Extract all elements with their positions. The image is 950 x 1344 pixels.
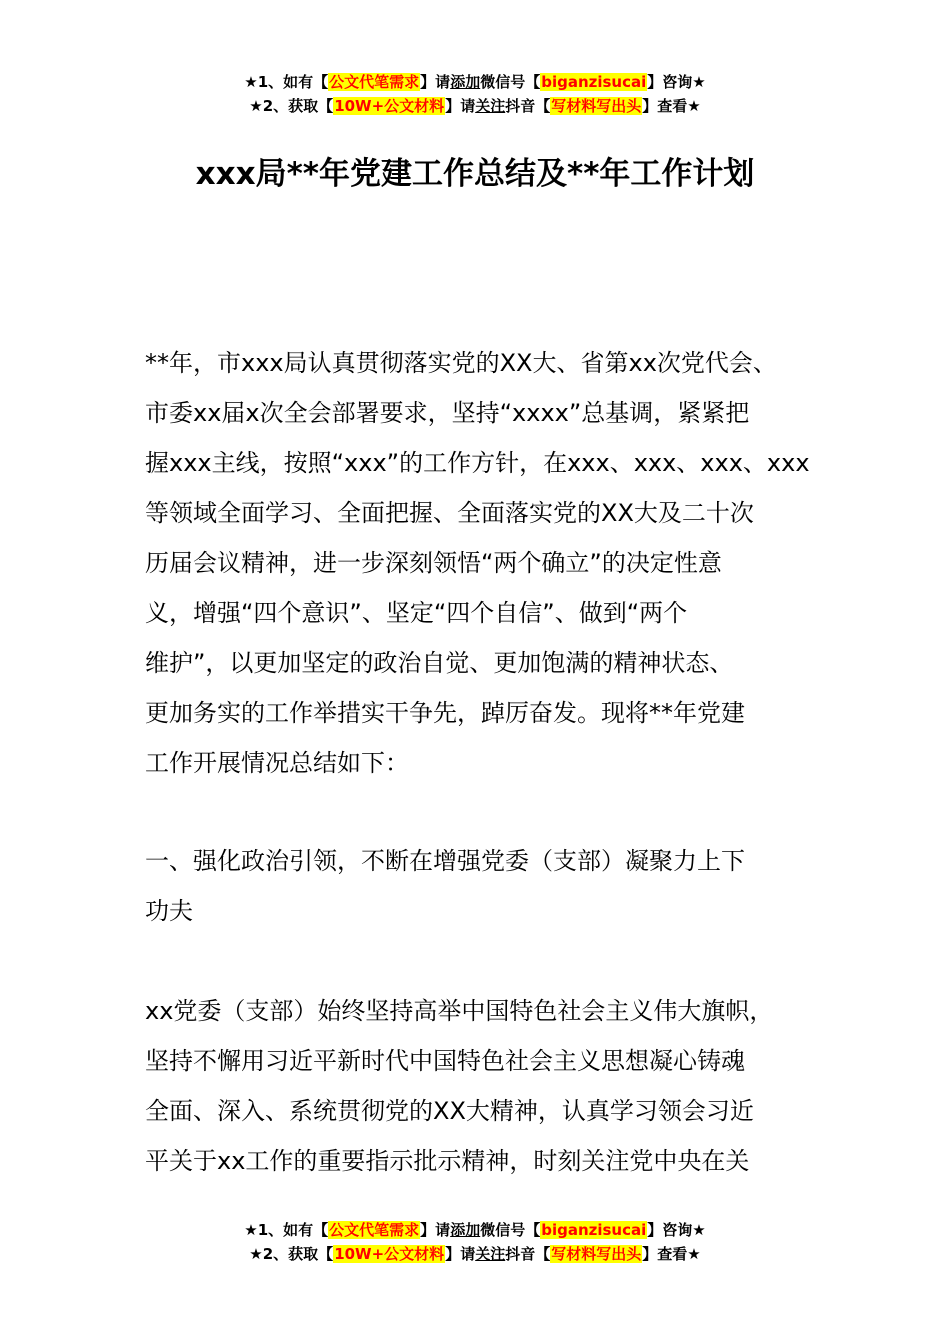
heading-line: 一、强化政治引领，不断在增强党委（支部）凝聚力上下 [145, 847, 745, 875]
banner-line-1 [0, 1218, 950, 1242]
banner-highlight: 10W+公文材料 [334, 1245, 445, 1263]
text-line: 维护”，以更加坚定的政治自觉、更加饱满的精神状态、 [145, 649, 734, 677]
banner-text: 】咨询★ [647, 73, 706, 91]
banner-highlight: 写材料写出头 [551, 97, 642, 115]
section-paragraph [145, 986, 835, 1186]
banner-line-1 [0, 70, 950, 94]
banner-text: 抖音【 [505, 97, 551, 115]
banner-text: ★1、如有【 [244, 1221, 329, 1239]
banner-highlight: 公文代笔需求 [329, 1221, 420, 1239]
text-line: 义，增强“四个意识”、坚定“四个自信”、做到“两个 [145, 599, 688, 627]
section-heading [145, 836, 835, 936]
banner-line-2 [0, 1242, 950, 1266]
banner-highlight: biganzisucai [541, 73, 647, 91]
banner-text: 】查看★ [642, 1245, 701, 1263]
intro-paragraph [145, 338, 835, 788]
text-line: 等领域全面学习、全面把握、全面落实党的XX大及二十次 [145, 499, 754, 527]
heading-line: 功夫 [145, 897, 193, 925]
text-line: 工作开展情况总结如下： [145, 749, 409, 777]
bottom-banner [0, 1218, 950, 1266]
text-line: 平关于xx工作的重要指示批示精神，时刻关注党中央在关 [145, 1147, 750, 1175]
banner-underline: 添加 [450, 1221, 481, 1239]
banner-highlight: 写材料写出头 [551, 1245, 642, 1263]
top-banner [0, 70, 950, 118]
banner-highlight: biganzisucai [541, 1221, 647, 1239]
text-line: 握xxx主线，按照“xxx”的工作方针，在xxx、xxx、xxx、xxx [145, 449, 810, 477]
text-line: xx党委（支部）始终坚持高举中国特色社会主义伟大旗帜， [145, 997, 774, 1025]
banner-text: ★1、如有【 [244, 73, 329, 91]
banner-underline: 添加 [450, 73, 481, 91]
banner-text: 】查看★ [642, 97, 701, 115]
banner-text: 】请 [420, 1221, 451, 1239]
banner-text: 】请 [445, 97, 476, 115]
banner-text: 抖音【 [505, 1245, 551, 1263]
text-line: 市委xx届x次全会部署要求，坚持“xxxx”总基调，紧紧把 [145, 399, 750, 427]
banner-line-2 [0, 94, 950, 118]
text-line: **年，市xxx局认真贯彻落实党的XX大、省第xx次党代会、 [145, 349, 777, 377]
banner-highlight: 公文代笔需求 [329, 73, 420, 91]
banner-text: 】咨询★ [647, 1221, 706, 1239]
banner-text: 】请 [420, 73, 451, 91]
banner-underline: 关注 [475, 97, 506, 115]
banner-text: 微信号【 [480, 1221, 541, 1239]
text-line: 全面、深入、系统贯彻党的XX大精神，认真学习领会习近 [145, 1097, 754, 1125]
document-title: xxx局**年党建工作总结及**年工作计划 [195, 156, 755, 192]
text-line: 坚持不懈用习近平新时代中国特色社会主义思想凝心铸魂 [145, 1047, 745, 1075]
banner-text: ★2、获取【 [249, 97, 334, 115]
text-line: 更加务实的工作举措实干争先，踔厉奋发。现将**年党建 [145, 699, 745, 727]
banner-highlight: 10W+公文材料 [334, 97, 445, 115]
banner-text: ★2、获取【 [249, 1245, 334, 1263]
banner-text: 】请 [445, 1245, 476, 1263]
banner-text: 微信号【 [480, 73, 541, 91]
text-line: 历届会议精神，进一步深刻领悟“两个确立”的决定性意 [145, 549, 722, 577]
banner-underline: 关注 [475, 1245, 506, 1263]
